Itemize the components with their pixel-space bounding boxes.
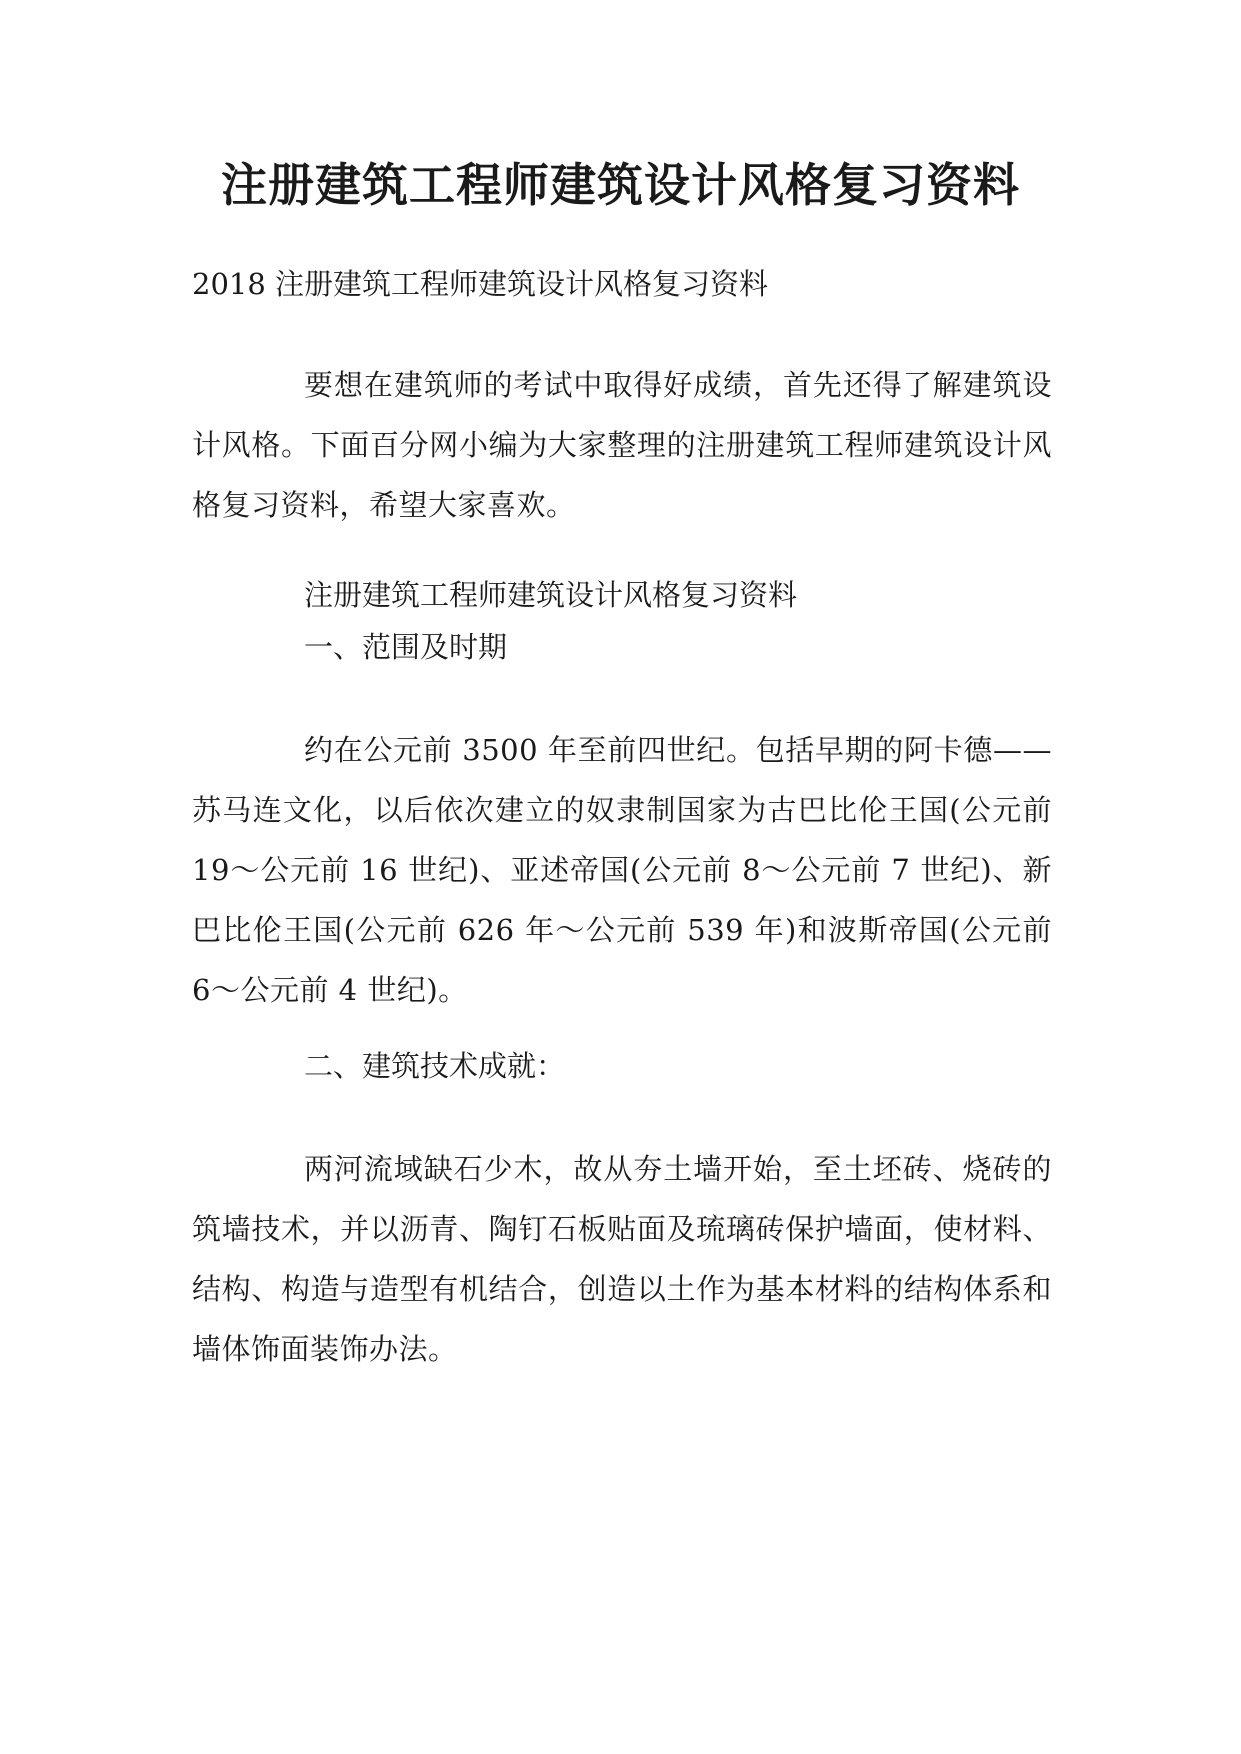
section2-body: 两河流域缺石少木，故从夯土墙开始，至土坯砖、烧砖的筑墙技术，并以沥青、陶钉石板贴面及琉璃砖保护墙面，使材料、结构、构造与造型有机结合，创造以土作为基本材料的结构体系和墙体饰面装饰办法。 xyxy=(192,1152,1052,1366)
intro-paragraph: 要想在建筑师的考试中取得好成绩，首先还得了解建筑设计风格。下面百分网小编为大家整理的注册建筑工程师建筑设计风格复习资料，希望大家喜欢。 xyxy=(192,368,1052,522)
section1-title: 一、范围及时期 xyxy=(304,630,508,664)
document-title: 注册建筑工程师建筑设计风格复习资料 xyxy=(221,158,1020,212)
section-heading: 注册建筑工程师建筑设计风格复习资料 xyxy=(304,578,798,612)
document-subtitle: 2018 注册建筑工程师建筑设计风格复习资料 xyxy=(192,267,769,301)
section1-body: 约在公元前 3500 年至前四世纪。包括早期的阿卡德——苏马连文化，以后依次建立的奴隶制国家为古巴比伦王国(公元前 19～公元前 16 世纪)、亚述帝国(公元前 8～公元前 7 世纪)、新巴比伦王国(公元前 626 年～公元前 539 年)和波斯帝国(公元前 6～公元前 4 世纪)。 xyxy=(192,733,1052,1007)
section2-title: 二、建筑技术成就： xyxy=(304,1049,566,1083)
